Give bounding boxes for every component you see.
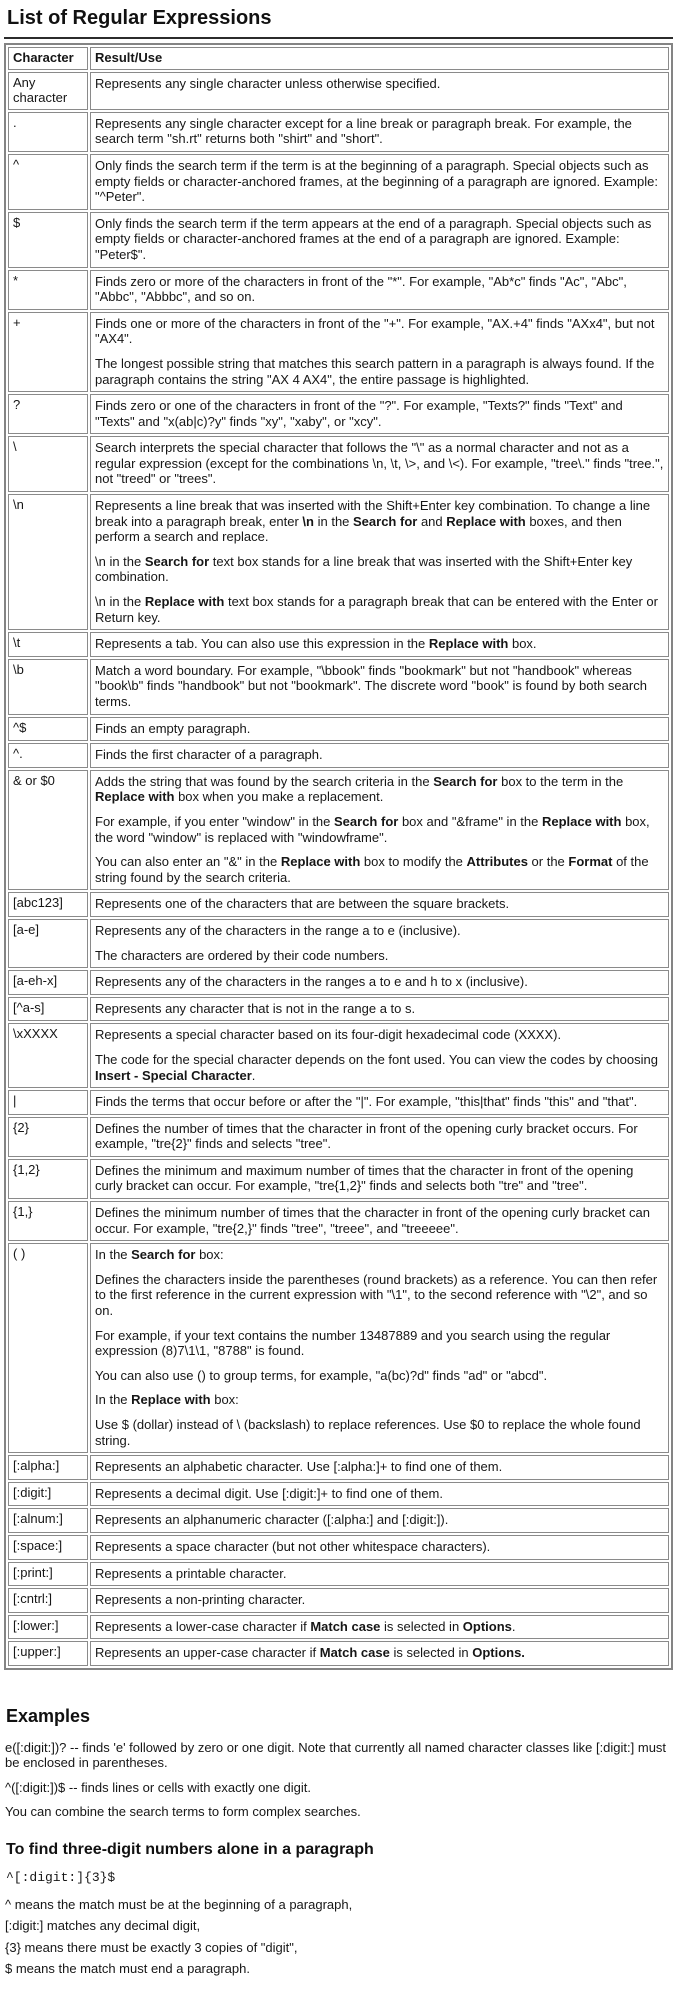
result-paragraph: Represents a non-printing character. bbox=[95, 1592, 306, 1608]
result-paragraph: Finds zero or one of the characters in front of the "?". For example, "Texts?" finds "Text" and "Texts" and "x(ab|c)?y" finds "xy", "xaby", or "xcy". bbox=[95, 398, 623, 429]
character-cell: [:space:] bbox=[8, 1535, 88, 1560]
result-paragraph: Finds the first character of a paragraph. bbox=[95, 747, 323, 763]
result-paragraph: For example, if you enter "window" in the Search for box and "&frame" in the Replace with box, the word "window" is replaced with "windowframe". bbox=[95, 813, 650, 845]
result-cell bbox=[90, 312, 669, 392]
examples-paragraphs bbox=[4, 1740, 673, 1820]
result-paragraph: Adds the string that was found by the search criteria in the Search for box to the term in the Replace with box when you make a replacement. bbox=[95, 773, 624, 805]
table-row bbox=[8, 1201, 669, 1241]
result-paragraph: Represents a decimal digit. Use [:digit:]+ to find one of them. bbox=[95, 1485, 443, 1501]
character-cell: ? bbox=[8, 394, 88, 434]
result-cell bbox=[90, 1508, 669, 1533]
result-paragraph: Search interprets the special character that follows the "\" as a normal character and not as a regular expression (except for the combinations \n, \t, \>, and \<). For example, "tree\." finds "tree.", not "treed" or "trees". bbox=[95, 440, 664, 487]
table-row bbox=[8, 770, 669, 891]
table-row bbox=[8, 436, 669, 492]
result-paragraph: Represents one of the characters that are between the square brackets. bbox=[95, 896, 510, 912]
example-paragraph: e([:digit:])? -- finds 'e' followed by zero or one digit. Note that currently all named character classes like [:digit:] must be enclosed in parentheses. bbox=[5, 1739, 667, 1771]
table-row bbox=[8, 1117, 669, 1157]
result-cell bbox=[90, 1535, 669, 1560]
result-cell bbox=[90, 1117, 669, 1157]
table-row bbox=[8, 717, 669, 742]
result-paragraph: \n in the Search for text box stands for a line break that was inserted with the Shift+Enter key combination. bbox=[95, 553, 633, 585]
character-cell: . bbox=[8, 112, 88, 152]
result-paragraph: The longest possible string that matches this search pattern in a paragraph is always found. If the paragraph contains the string "AX 4 AX4", the entire passage is highlighted. bbox=[95, 355, 655, 387]
howto-line: [:digit:] matches any decimal digit, bbox=[5, 1918, 201, 1934]
result-paragraph: Match a word boundary. For example, "\bbook" finds "bookmark" but not "handbook" whereas "book\b" finds "handbook" but not "bookmark". The discrete word "book" is found by both search terms. bbox=[95, 662, 647, 709]
result-paragraph: Represents a line break that was inserted with the Shift+Enter key combination. To change a line break into a paragraph break, enter \n in the Search for and Replace with boxes, and then perform a search and replace. bbox=[95, 498, 651, 545]
character-cell: [:alpha:] bbox=[8, 1455, 88, 1480]
result-paragraph: Finds zero or more of the characters in front of the "*". For example, "Ab*c" finds "Ac", "Abc", "Abbc", "Abbbc", and so on. bbox=[95, 273, 627, 305]
table-row bbox=[8, 494, 669, 630]
table-row bbox=[8, 659, 669, 715]
title-divider bbox=[4, 37, 673, 39]
character-cell: | bbox=[8, 1090, 88, 1115]
result-cell bbox=[90, 892, 669, 917]
table-row bbox=[8, 892, 669, 917]
table-row bbox=[8, 154, 669, 210]
result-paragraph: Only finds the search term if the term appears at the end of a paragraph. Special objects such as empty fields or character-anchored frames at the end of a paragraph are ignored. Example: "Peter$". bbox=[95, 215, 652, 262]
character-cell: \xXXXX bbox=[8, 1023, 88, 1088]
character-cell: [abc123] bbox=[8, 892, 88, 917]
character-cell: & or $0 bbox=[8, 770, 88, 891]
result-paragraph: Use $ (dollar) instead of \ (backslash) to replace references. Use $0 to replace the whole found string. bbox=[95, 1417, 641, 1448]
result-cell bbox=[90, 494, 669, 630]
regex-table-body bbox=[8, 72, 669, 1666]
howto-line: {3} means there must be exactly 3 copies of "digit", bbox=[5, 1939, 298, 1955]
result-paragraph: For example, if your text contains the number 13487889 and you search using the regular expression (8)7\1\1, "8788" is found. bbox=[95, 1327, 611, 1359]
character-cell: ^. bbox=[8, 743, 88, 768]
result-cell bbox=[90, 154, 669, 210]
character-cell: + bbox=[8, 312, 88, 392]
examples-heading: Examples bbox=[6, 1705, 91, 1726]
result-cell bbox=[90, 997, 669, 1022]
table-header-row bbox=[8, 47, 669, 70]
character-cell: {2} bbox=[8, 1117, 88, 1157]
result-paragraph: Defines the minimum and maximum number of times that the character in front of the opening curly bracket can occur. For example, "tre{1,2}" finds and selects both "tre" and "tree". bbox=[95, 1162, 634, 1194]
result-paragraph: Represents a lower-case character if Match case is selected in Options. bbox=[95, 1618, 516, 1634]
result-cell bbox=[90, 1159, 669, 1199]
character-cell: [:cntrl:] bbox=[8, 1588, 88, 1613]
character-cell: * bbox=[8, 270, 88, 310]
regex-table bbox=[4, 43, 673, 1670]
result-cell bbox=[90, 1482, 669, 1507]
table-row bbox=[8, 312, 669, 392]
result-cell bbox=[90, 717, 669, 742]
result-paragraph: Represents any character that is not in the range a to s. bbox=[95, 1000, 416, 1016]
result-paragraph: Represents any of the characters in the ranges a to e and h to x (inclusive). bbox=[95, 974, 528, 990]
character-cell: $ bbox=[8, 212, 88, 268]
character-cell: [:print:] bbox=[8, 1562, 88, 1587]
result-paragraph: Represents a space character (but not other whitespace characters). bbox=[95, 1538, 491, 1554]
table-row bbox=[8, 997, 669, 1022]
result-paragraph: Represents a special character based on its four-digit hexadecimal code (XXXX). bbox=[95, 1027, 562, 1043]
table-row bbox=[8, 1641, 669, 1666]
example-paragraph: ^([:digit:])$ -- finds lines or cells with exactly one digit. bbox=[5, 1779, 311, 1795]
column-header-character: Character bbox=[8, 47, 88, 70]
character-cell: [a-eh-x] bbox=[8, 970, 88, 995]
table-row bbox=[8, 112, 669, 152]
result-cell bbox=[90, 743, 669, 768]
result-cell bbox=[90, 970, 669, 995]
result-cell bbox=[90, 1615, 669, 1640]
character-cell: ^ bbox=[8, 154, 88, 210]
howto-line: $ means the match must end a paragraph. bbox=[5, 1961, 250, 1977]
result-cell bbox=[90, 1588, 669, 1613]
regex-code-sample: ^[:digit:]{3}$ bbox=[6, 1870, 116, 1886]
table-row bbox=[8, 212, 669, 268]
result-cell bbox=[90, 436, 669, 492]
result-paragraph: You can also use () to group terms, for example, "a(bc)?d" finds "ad" or "abcd". bbox=[95, 1367, 548, 1383]
result-cell bbox=[90, 1243, 669, 1453]
result-paragraph: Represents any of the characters in the range a to e (inclusive). bbox=[95, 922, 461, 938]
table-row bbox=[8, 743, 669, 768]
table-row bbox=[8, 1023, 669, 1088]
result-cell bbox=[90, 1201, 669, 1241]
table-row bbox=[8, 1508, 669, 1533]
character-cell: [^a-s] bbox=[8, 997, 88, 1022]
result-cell bbox=[90, 1455, 669, 1480]
column-header-result: Result/Use bbox=[90, 47, 669, 70]
character-cell: [:lower:] bbox=[8, 1615, 88, 1640]
result-paragraph: The characters are ordered by their code numbers. bbox=[95, 947, 389, 963]
result-cell bbox=[90, 770, 669, 891]
table-row bbox=[8, 1535, 669, 1560]
result-cell bbox=[90, 270, 669, 310]
result-cell bbox=[90, 1641, 669, 1666]
character-cell: ^$ bbox=[8, 717, 88, 742]
table-row bbox=[8, 919, 669, 968]
table-row bbox=[8, 1482, 669, 1507]
table-row bbox=[8, 1588, 669, 1613]
howto-line: ^ means the match must be at the beginning of a paragraph, bbox=[5, 1896, 353, 1912]
result-paragraph: Defines the number of times that the character in front of the opening curly bracket occurs. For example, "tre{2}" finds and selects "tree". bbox=[95, 1120, 638, 1152]
table-row bbox=[8, 72, 669, 110]
character-cell: \n bbox=[8, 494, 88, 630]
table-row bbox=[8, 270, 669, 310]
result-paragraph: Only finds the search term if the term is at the beginning of a paragraph. Special objects such as empty fields or character-anchored frames, at the beginning of a paragraph are ignored. Example: "^Peter". bbox=[95, 157, 658, 205]
table-row bbox=[8, 1159, 669, 1199]
howto-explanation-lines bbox=[4, 1897, 673, 1977]
result-cell bbox=[90, 112, 669, 152]
character-cell: [:alnum:] bbox=[8, 1508, 88, 1533]
result-cell bbox=[90, 72, 669, 110]
result-paragraph: You can also enter an "&" in the Replace with box to modify the Attributes or the Format of the string found by the search criteria. bbox=[95, 854, 649, 885]
table-row bbox=[8, 1562, 669, 1587]
result-cell bbox=[90, 632, 669, 657]
result-cell bbox=[90, 1023, 669, 1088]
result-paragraph: Represents an alphabetic character. Use [:alpha:]+ to find one of them. bbox=[95, 1459, 503, 1475]
result-paragraph: Defines the characters inside the parentheses (round brackets) as a reference. You can then refer to the first reference in the current expression with "\1", to the second reference with "\2", and so on. bbox=[95, 1271, 658, 1319]
example-paragraph: You can combine the search terms to form complex searches. bbox=[5, 1804, 361, 1820]
result-paragraph: Represents any single character except for a line break or paragraph break. For example, the search term "sh.rt" returns both "shirt" and "short". bbox=[95, 115, 632, 147]
character-cell: [:upper:] bbox=[8, 1641, 88, 1666]
result-paragraph: \n in the Replace with text box stands for a paragraph break that can be entered with the Enter or Return key. bbox=[95, 594, 658, 625]
character-cell: [a-e] bbox=[8, 919, 88, 968]
result-paragraph: Represents a tab. You can also use this expression in the Replace with box. bbox=[95, 636, 537, 652]
table-row bbox=[8, 394, 669, 434]
result-cell bbox=[90, 394, 669, 434]
character-cell: \ bbox=[8, 436, 88, 492]
character-cell: Any character bbox=[8, 72, 88, 110]
result-paragraph: Represents any single character unless otherwise specified. bbox=[95, 75, 441, 91]
table-row bbox=[8, 1243, 669, 1453]
result-paragraph: Represents an alphanumeric character ([:alpha:] and [:digit:]). bbox=[95, 1512, 449, 1528]
result-cell bbox=[90, 659, 669, 715]
table-row bbox=[8, 632, 669, 657]
character-cell: [:digit:] bbox=[8, 1482, 88, 1507]
result-cell bbox=[90, 212, 669, 268]
character-cell: {1,} bbox=[8, 1201, 88, 1241]
result-paragraph: Finds one or more of the characters in front of the "+". For example, "AX.+4" finds "AXx4", but not "AX4". bbox=[95, 315, 655, 347]
result-cell bbox=[90, 1090, 669, 1115]
result-cell bbox=[90, 919, 669, 968]
character-cell: \t bbox=[8, 632, 88, 657]
howto-heading: To find three-digit numbers alone in a paragraph bbox=[6, 1840, 374, 1858]
result-paragraph: The code for the special character depends on the font used. You can view the codes by choosing Insert - Special Character. bbox=[95, 1051, 658, 1083]
character-cell: {1,2} bbox=[8, 1159, 88, 1199]
table-row bbox=[8, 1090, 669, 1115]
character-cell: \b bbox=[8, 659, 88, 715]
result-paragraph: In the Replace with box: bbox=[95, 1392, 239, 1408]
result-paragraph: Finds the terms that occur before or after the "|". For example, "this|that" finds "this" and "that". bbox=[95, 1094, 638, 1110]
result-paragraph: In the Search for box: bbox=[95, 1247, 224, 1263]
table-row bbox=[8, 1455, 669, 1480]
character-cell: ( ) bbox=[8, 1243, 88, 1453]
table-row bbox=[8, 970, 669, 995]
result-paragraph: Represents an upper-case character if Match case is selected in Options. bbox=[95, 1645, 525, 1661]
result-paragraph: Defines the minimum number of times that the character in front of the opening curly bracket can occur. For example, "tre{2,}" finds "tree", "treee", and "treeeee". bbox=[95, 1205, 650, 1236]
result-cell bbox=[90, 1562, 669, 1587]
result-paragraph: Finds an empty paragraph. bbox=[95, 720, 251, 736]
result-paragraph: Represents a printable character. bbox=[95, 1565, 287, 1581]
table-row bbox=[8, 1615, 669, 1640]
page-title: List of Regular Expressions bbox=[7, 7, 272, 29]
